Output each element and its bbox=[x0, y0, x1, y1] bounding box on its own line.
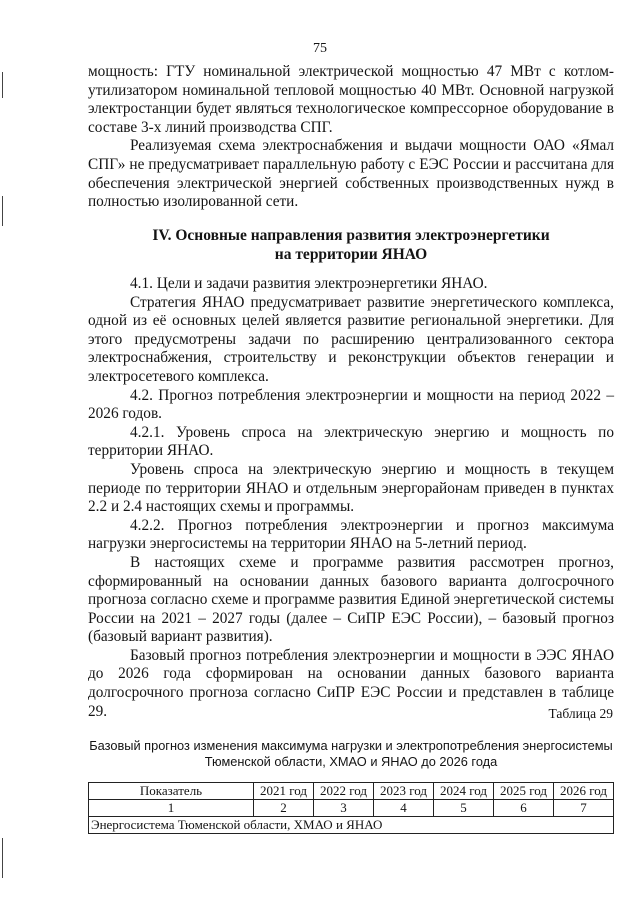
table-cell: 5 bbox=[434, 800, 494, 817]
table-section-cell: Энергосистема Тюменской области, ХМАО и ЯНАО bbox=[89, 817, 614, 834]
paragraph: 4.2. Прогноз потребления электроэнергии и мощности на период 2022 – 2026 годов. bbox=[88, 386, 614, 423]
forecast-table bbox=[88, 782, 614, 834]
table-caption bbox=[88, 738, 614, 770]
page-number: 75 bbox=[313, 41, 327, 56]
table-cell: 7 bbox=[554, 800, 614, 817]
table-header-cell: 2024 год bbox=[434, 783, 494, 800]
paragraph: Базовый прогноз потребления электроэнергии и мощности в ЭЭС ЯНАО до 2026 года сформирован на основании данных базового варианта долгосрочного прогноза согласно СиПР ЕЭС России и представлен в таблице 29. bbox=[88, 646, 614, 720]
table-label: Таблица 29 bbox=[548, 706, 613, 721]
table-cell: 4 bbox=[374, 800, 434, 817]
main-text-block bbox=[88, 275, 614, 721]
paragraph: В настоящих схеме и программе развития рассмотрен прогноз, сформированный на основании данных базового варианта долгосрочного прогноза согласно схеме и программе развития Единой энергетической системы России на 2021 – 2027 годы (далее – СиПР ЕЭС России), – базовый прогноз (базовый вариант развития). bbox=[88, 553, 614, 646]
table-caption-line: Базовый прогноз изменения максимума нагрузки и электропотребления энергосистемы bbox=[89, 738, 613, 753]
table-cell: 3 bbox=[314, 800, 374, 817]
paragraph: мощность: ГТУ номинальной электрической мощностью 47 МВт с котлом-утилизатором номинальной тепловой мощностью 40 МВт. Основной нагрузкой электростанции будет являться технологическое компрессорное оборудование в составе 3-х линий производства СПГ. bbox=[88, 63, 614, 136]
section-heading bbox=[88, 226, 614, 264]
table-header-row bbox=[89, 783, 614, 800]
table-number-row bbox=[89, 800, 614, 817]
paragraph: Уровень спроса на электрическую энергию и мощность в текущем периоде по территории ЯНАО и отдельным энергорайонам приведен в пунктах 2.2 и 2.4 настоящих схемы и программы. bbox=[88, 460, 614, 516]
section-heading-line: на территории ЯНАО bbox=[274, 246, 428, 263]
margin-mark bbox=[2, 838, 3, 878]
paragraph: Стратегия ЯНАО предусматривает развитие энергетического комплекса, одной из её основных целей является развитие региональной энергетики. Для этого предусмотрены задачи по расширению централизованного сектора электроснабжения, строительству и реконструкции объектов генерации и электросетевого комплекса. bbox=[88, 293, 614, 385]
table-caption-line: Тюменской области, ХМАО и ЯНАО до 2026 года bbox=[204, 754, 498, 769]
margin-mark bbox=[2, 196, 3, 226]
table-section-row bbox=[89, 817, 614, 834]
table-header-cell: Показатель bbox=[89, 783, 254, 800]
section-heading-line: IV. Основные направления развития электроэнергетики bbox=[152, 227, 550, 244]
paragraph: 4.2.1. Уровень спроса на электрическую энергию и мощность по территории ЯНАО. bbox=[88, 423, 614, 460]
table-cell: 1 bbox=[89, 800, 254, 817]
paragraph: 4.1. Цели и задачи развития электроэнергетики ЯНАО. bbox=[130, 275, 488, 292]
paragraph: Реализуемая схема электроснабжения и выдачи мощности ОАО «Ямал СПГ» не предусматривает параллельную работу с ЕЭС России и рассчитана для обеспечения электрической энергией собственных производственных нужд в полностью изолированной сети. bbox=[88, 137, 614, 211]
top-text-block bbox=[88, 63, 614, 212]
paragraph: 4.2.2. Прогноз потребления электроэнергии и прогноз максимума нагрузки энергосистемы на территории ЯНАО на 5-летний период. bbox=[88, 516, 614, 553]
margin-mark bbox=[2, 72, 3, 98]
table-header-cell: 2021 год bbox=[254, 783, 314, 800]
table-header-cell: 2023 год bbox=[374, 783, 434, 800]
table-header-cell: 2022 год bbox=[314, 783, 374, 800]
table-cell: 6 bbox=[494, 800, 554, 817]
table-header-cell: 2025 год bbox=[494, 783, 554, 800]
table-cell: 2 bbox=[254, 800, 314, 817]
table-header-cell: 2026 год bbox=[554, 783, 614, 800]
